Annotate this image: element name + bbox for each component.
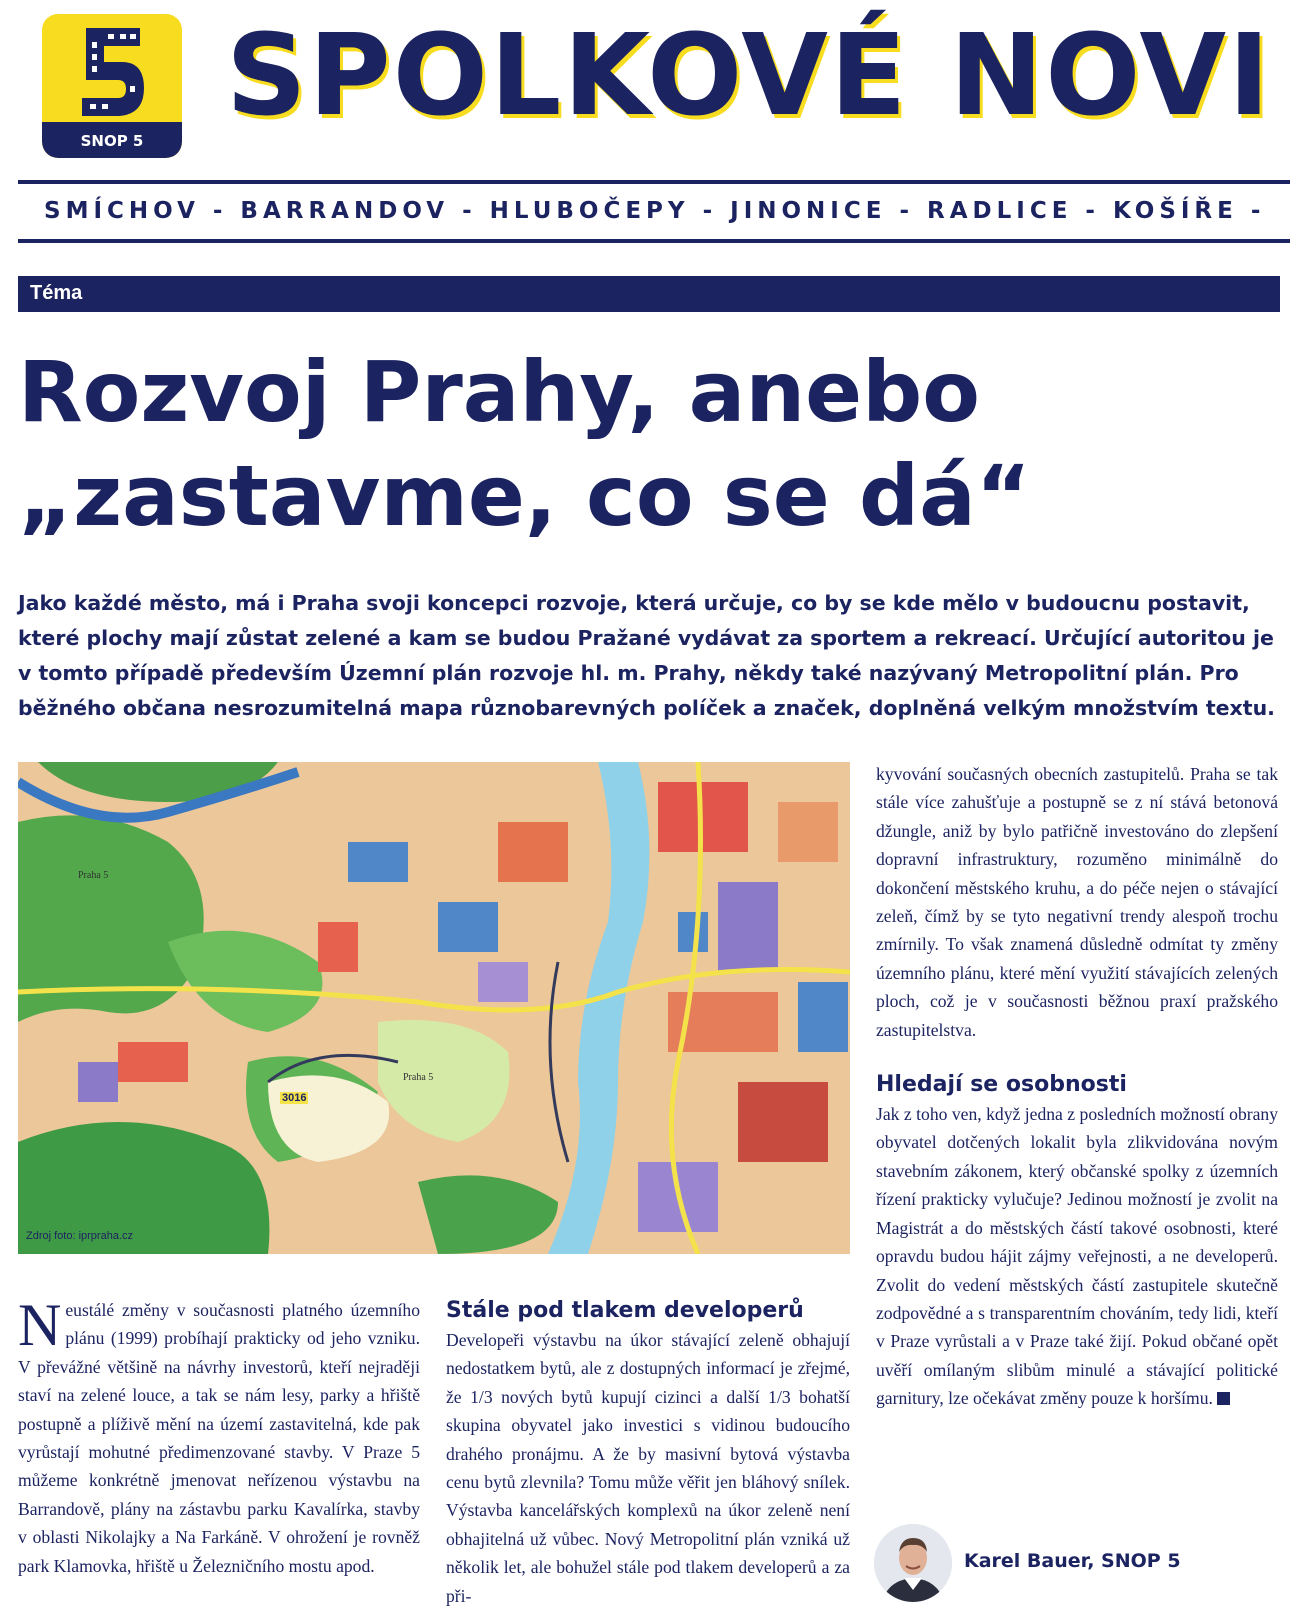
map-label-2: Praha 5 (403, 1072, 434, 1083)
zoning-map-graphic (18, 762, 850, 1254)
article-lead: Jako každé město, má i Praha svoji koncepci rozvoje, která určuje, co by se kde mělo v budoucnu postavit, které plochy mají zůstat zelené a kam se budou Pražané vydávat za sportem a rekreací. Určující autoritou je v tomto případě především Územní plán rozvoje hl. m. Prahy, někdy také nazývaný Metropolitní plán. Pro běžného občana nesrozumitelná mapa různobarevných políček a značek, doplněná velkým množstvím textu. (18, 591, 1275, 720)
snop5-logo (42, 14, 182, 158)
headline-line-2: „zastavme, co se dá“ (18, 447, 1032, 545)
section-bar (18, 276, 1280, 312)
drop-cap: N (18, 1292, 62, 1358)
author-avatar (874, 1524, 952, 1602)
headline-line-1: Rozvoj Prahy, anebo (18, 343, 980, 441)
article-headline (18, 340, 1268, 548)
column-3-text-2: Jak z toho ven, když jedna z posledních možností obrany obyvatel dotčených lokalit byla zlikvidována novým stavebním zákonem, který občanské spolky z územních řízení prakticky vylučuje? Jedinou možností je zvolit na Magistrát a do městských částí takové osobnosti, které opravdu budou hájit zájmy veřejnosti, a ne developerů. Zvolit do vedení městských částí zastupitele skutečně zodpovědné a s transparentním chováním, tedy lidi, kteří v Praze vyrůstali a v Praze také žijí. Pokud občané opět uvěří omílaným slibům minulé a stávající politické garnitury, lze očekávat změny pouze k horšímu. (876, 1104, 1278, 1409)
subhead-personalities: Hledají se osobnosti (876, 1072, 1127, 1098)
map-label-1: Praha 5 (78, 870, 109, 881)
map-credit: Zdroj foto: iprpraha.cz (26, 1230, 133, 1242)
column-1-text: eustálé změny v současnosti platného územního plánu (1999) probíhají prakticky od jeho vzniku. V převážné většině na návrhy investorů, kteří nejraději staví na zelené louce, a tak se nám lesy, parky a hřiště postupně a plíživě mění na území zastavitelná, kde pak vyrůstají mohutné předimenzované stavby. V Praze 5 můžeme konkrétně jmenovat neřízenou výstavbu na Barrandově, plány na zástavbu parku Kavalírka, stavby v oblasti Nikolajky a Na Farkáně. V ohrožení je rovněž park Klamovka, hřiště u Železničního mostu apod. (18, 1300, 420, 1576)
column-2-text: Developeři výstavbu na úkor stávající zeleně obhajují nedostatkem bytů, ale z dostupných informací je zřejmé, že 1/3 nových bytů kupují cizinci a další 1/3 bohatší skupina obyvatel jako investici s vidinou budoucího drahého pronájmu. A že by masivní bytová výstavba cenu bytů zlevnila? Tomu může věřit jen bláhový snílek. Výstavba kancelářských komplexů na úkor zeleně není obhajitelná už vůbec. Nový Metropolitní plán vzniká už několik let, ale bohužel stále pod tlakem developerů a za při- (446, 1330, 850, 1606)
article-column-2 (446, 1296, 850, 1610)
zoning-map-image (18, 762, 850, 1254)
logo-text: SNOP 5 (80, 132, 144, 150)
masthead-rule-top (18, 180, 1290, 184)
column-3-text-1: kyvování současných obecních zastupitelů. Praha se tak stále více zahušťuje a postupně se z ní stává betonová džungle, aniž by bylo patřičně investováno do zlepšení dopravní infrastruktury, rozuměno minimálně do dokončení městského kruhu, a do péče nejen o stávající zeleň, čímž by se tyto negativní trendy alespoň trochu zmírnily. To však znamená důsledně odmítat ty změny územního plánu, které mění využití stávajících zelených ploch, což je v současnosti běžnou praxí pražského zastupitelstva. (876, 764, 1278, 1040)
map-label-3: 3016 (282, 1092, 307, 1104)
article-column-1 (18, 1292, 420, 1580)
subhead-developers: Stále pod tlakem developerů (446, 1298, 804, 1323)
logo-five-glyph (72, 20, 152, 130)
district-list: SMÍCHOV - BARRANDOV - HLUBOČEPY - JINONICE - RADLICE - KOŠÍŘE - (44, 198, 1266, 224)
article-column-3 (876, 760, 1278, 1413)
author-name: Karel Bauer, SNOP 5 (964, 1550, 1181, 1572)
section-label: Téma (30, 282, 83, 304)
end-mark (1217, 1392, 1230, 1405)
masthead-title: SPOLKOVÉ NOVI (226, 11, 1272, 141)
masthead-rule-bottom (18, 239, 1290, 243)
